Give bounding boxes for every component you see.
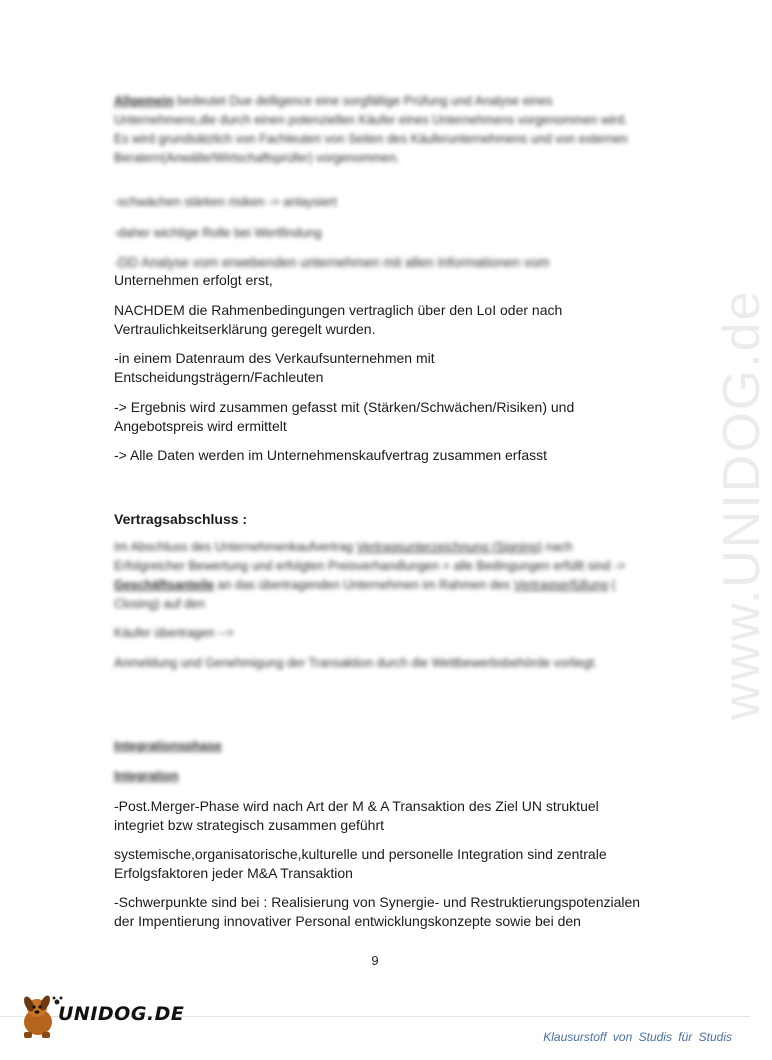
logo-wordmark: UNIDOG.DE	[58, 1003, 185, 1025]
footer-tagline: Klausurstoff von Studis für Studis	[543, 1030, 732, 1044]
paragraph-nachdem: NACHDEM die Rahmenbedingungen vertraglich über den LoI oder nach Vertraulichkeitserklärung geregelt wurden.	[114, 302, 563, 337]
paragraph-datenraum: -in einem Datenraum des Verkaufsunternehmen mit Entscheidungsträgern/Fachleuten	[114, 350, 435, 385]
paragraph-unternehmen: Unternehmen erfolgt erst,	[114, 272, 273, 288]
blurred-paragraph-swot: -schwächen stärken risiken -> anlaysiert	[114, 195, 337, 209]
blurred-text: ( Closing) auf den	[114, 578, 616, 611]
blurred-term-allgemein: Allgemein	[114, 94, 174, 108]
heading-vertragsabschluss: Vertragsabschluss :	[114, 511, 248, 527]
paragraph-alle-daten: -> Alle Daten werden im Unternehmenskaufvertrag zusammen erfasst	[114, 447, 548, 463]
blurred-paragraph-allgemein	[114, 92, 644, 168]
blurred-paragraph-wertfindung: -daher wichtige Rolle bei Wertfindung	[114, 226, 322, 240]
paragraph-schwerpunkte: -Schwerpunkte sind bei : Realisierung von Synergie- und Restruktierungspotenzialen der Impentierung innovativer Personal entwicklungskonzepte sowie bei den	[114, 894, 641, 929]
paragraph-post-merger: -Post.Merger-Phase wird nach Art der M & A Transaktion des Ziel UN struktuel integriet bzw strategisch zusammen geführt	[114, 798, 599, 833]
blurred-term-closing: Vertragserfüllung	[513, 578, 609, 592]
paragraph-integration-factors: systemische,organisatorische,kulturelle und personelle Integration sind zentrale Erfolgsfaktoren jeder M&A Transaktion	[114, 846, 607, 881]
paragraph-ergebnis: -> Ergebnis wird zusammen gefasst mit (Stärken/Schwächen/Risiken) und Angebotspreis wird ermittelt	[114, 399, 575, 434]
blurred-heading-integration: Integration	[114, 769, 179, 783]
blurred-paragraph-anmeldung: Anmeldung und Genehmigung der Transaktion durch die Wettbewerbsbehörde vorliegt.	[114, 656, 598, 670]
blurred-text: an das übertragenden Unternehmen im Rahmen des	[214, 578, 514, 592]
blurred-paragraph-signing	[114, 538, 644, 614]
blurred-text: Im Abschluss des Unternehmenkaufvertrag	[114, 540, 357, 554]
blurred-term-anteile: Geschäftsanteile	[114, 578, 215, 592]
blurred-term-signing: Vertragsunterzeichnung (Signing)	[356, 540, 543, 554]
blurred-paragraph-dd-analyse: -DD Analyse vom erwebenden unternehmen mit allen Informationen vom	[114, 255, 550, 270]
blurred-paragraph-kaeufer: Käufer übertragen -->	[114, 626, 234, 640]
page-number: 9	[371, 953, 379, 968]
watermark: www.UNIDOG.de	[713, 289, 771, 720]
blurred-text: nach Erfolgreicher Bewertung und erfolgten Preisverhandlungen = alle Bedingungen erfüllt sind ->	[114, 540, 626, 573]
blurred-heading-integrationsphase: Integrationsphase	[114, 739, 222, 753]
blurred-text: bedeutet Due delligence eine sorgfältige Prüfung und Analyse eines Unternehmens,die durch einen potenziellen Käufer eines Unternehmens vorgenommen wird. Es wird grundsätzlich von Fachleuten von Seiten des Käuferunternehmens und von externen Beratern(Anwälte/Wirtschaftsprüfer) vorgenommen.	[114, 94, 628, 165]
